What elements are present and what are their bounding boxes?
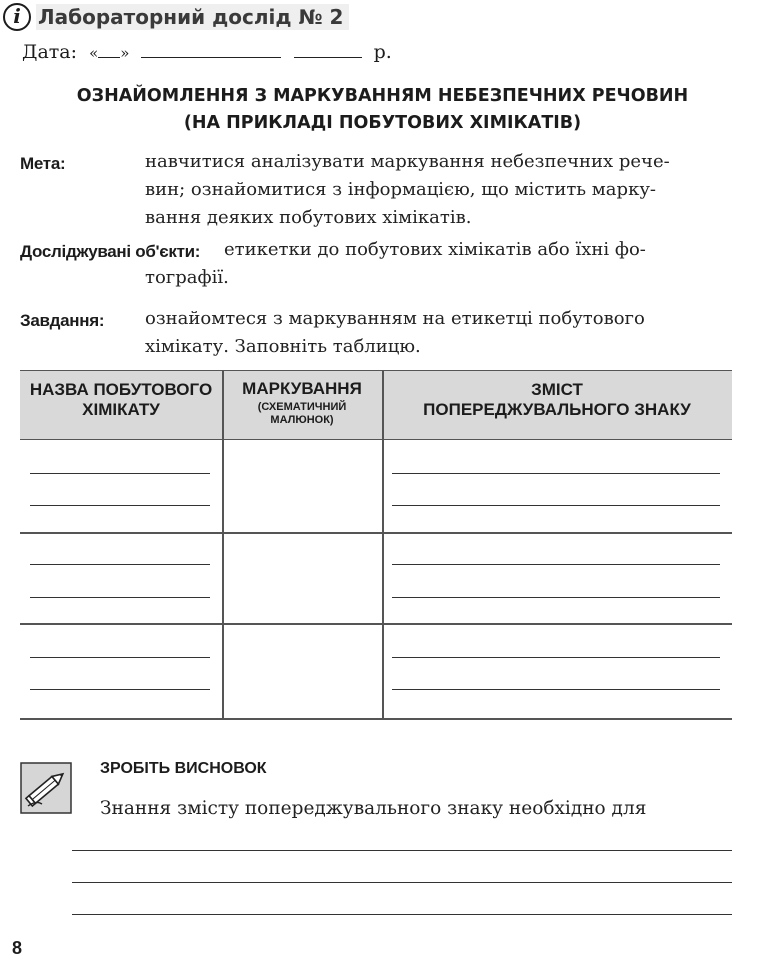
row-divider bbox=[20, 718, 732, 720]
content-fill-line[interactable] bbox=[392, 689, 720, 690]
col-divider bbox=[222, 370, 224, 720]
lab-title: Лабораторний дослід № 2 bbox=[36, 4, 349, 30]
content-fill-line[interactable] bbox=[392, 505, 720, 506]
col-header-content-line1: ЗМІСТ bbox=[531, 380, 583, 399]
content-fill-line[interactable] bbox=[392, 564, 720, 565]
content-fill-line[interactable] bbox=[392, 657, 720, 658]
name-fill-line[interactable] bbox=[30, 657, 210, 658]
info-icon: i bbox=[3, 3, 31, 31]
conclusion-fill-line[interactable] bbox=[72, 850, 732, 851]
date-line bbox=[22, 41, 392, 63]
task-line1: ознайомтеся з маркуванням на етикетці побутового bbox=[145, 308, 645, 329]
close-quote: » bbox=[120, 44, 130, 62]
objects-text bbox=[224, 236, 731, 264]
task-text bbox=[145, 305, 731, 361]
name-fill-line[interactable] bbox=[30, 597, 210, 598]
conclusion-title: ЗРОБІТЬ ВИСНОВОК bbox=[100, 760, 267, 777]
col-header-content-line2: ПОПЕРЕДЖУВАЛЬНОГО ЗНАКУ bbox=[423, 400, 691, 419]
objects-line2: тографії. bbox=[145, 267, 229, 288]
name-fill-line[interactable] bbox=[30, 505, 210, 506]
row-divider bbox=[20, 532, 732, 534]
hazard-table bbox=[20, 370, 732, 720]
year-blank[interactable] bbox=[294, 41, 362, 58]
col-header-marking-line1: МАРКУВАННЯ bbox=[242, 379, 362, 398]
col-header-name-line1: НАЗВА ПОБУТОВОГО bbox=[29, 380, 213, 399]
col-divider bbox=[382, 370, 384, 720]
goal-text bbox=[145, 148, 731, 232]
date-label: Дата: bbox=[22, 41, 78, 63]
pencil-icon bbox=[20, 762, 72, 814]
topic-title-line2: (НА ПРИКЛАДІ ПОБУТОВИХ ХІМІКАТІВ) bbox=[183, 113, 582, 133]
goal-line1: навчитися аналізувати маркування небезпечних рече- bbox=[145, 151, 670, 172]
conclusion-text: Знання змісту попереджувального знаку необхідно для bbox=[100, 798, 647, 819]
objects-line1: етикетки до побутових хімікатів або їхні фо- bbox=[224, 239, 646, 260]
name-fill-line[interactable] bbox=[30, 564, 210, 565]
col-header-marking bbox=[222, 379, 382, 427]
name-fill-line[interactable] bbox=[30, 689, 210, 690]
topic-title-line1: ОЗНАЙОМЛЕННЯ З МАРКУВАННЯМ НЕБЕЗПЕЧНИХ РЕЧОВИН bbox=[76, 86, 689, 106]
goal-label: Мета: bbox=[20, 154, 66, 173]
content-fill-line[interactable] bbox=[392, 473, 720, 474]
year-suffix: р. bbox=[373, 41, 392, 63]
task-label: Завдання: bbox=[20, 311, 105, 330]
month-blank[interactable] bbox=[141, 41, 281, 58]
col-header-name-line2: ХІМІКАТУ bbox=[82, 400, 160, 419]
day-blank[interactable] bbox=[98, 41, 120, 58]
conclusion-fill-line[interactable] bbox=[72, 914, 732, 915]
col-header-name bbox=[20, 380, 222, 420]
open-quote: « bbox=[89, 44, 99, 62]
content-fill-line[interactable] bbox=[392, 597, 720, 598]
task-line2: хімікату. Заповніть таблицю. bbox=[145, 336, 421, 357]
conclusion-fill-line[interactable] bbox=[72, 882, 732, 883]
col-header-marking-sub1: (СХЕМАТИЧНИЙ bbox=[257, 401, 347, 413]
objects-label: Досліджувані об'єкти: bbox=[20, 242, 201, 261]
row-divider bbox=[20, 623, 732, 625]
page-number: 8 bbox=[12, 938, 23, 958]
col-header-content bbox=[382, 380, 732, 420]
goal-line2: вин; ознайомитися з інформацією, що містить марку- bbox=[145, 179, 656, 200]
col-header-marking-sub2: МАЛЮНОК) bbox=[270, 414, 334, 426]
name-fill-line[interactable] bbox=[30, 473, 210, 474]
goal-line3: вання деяких побутових хімікатів. bbox=[145, 207, 472, 228]
